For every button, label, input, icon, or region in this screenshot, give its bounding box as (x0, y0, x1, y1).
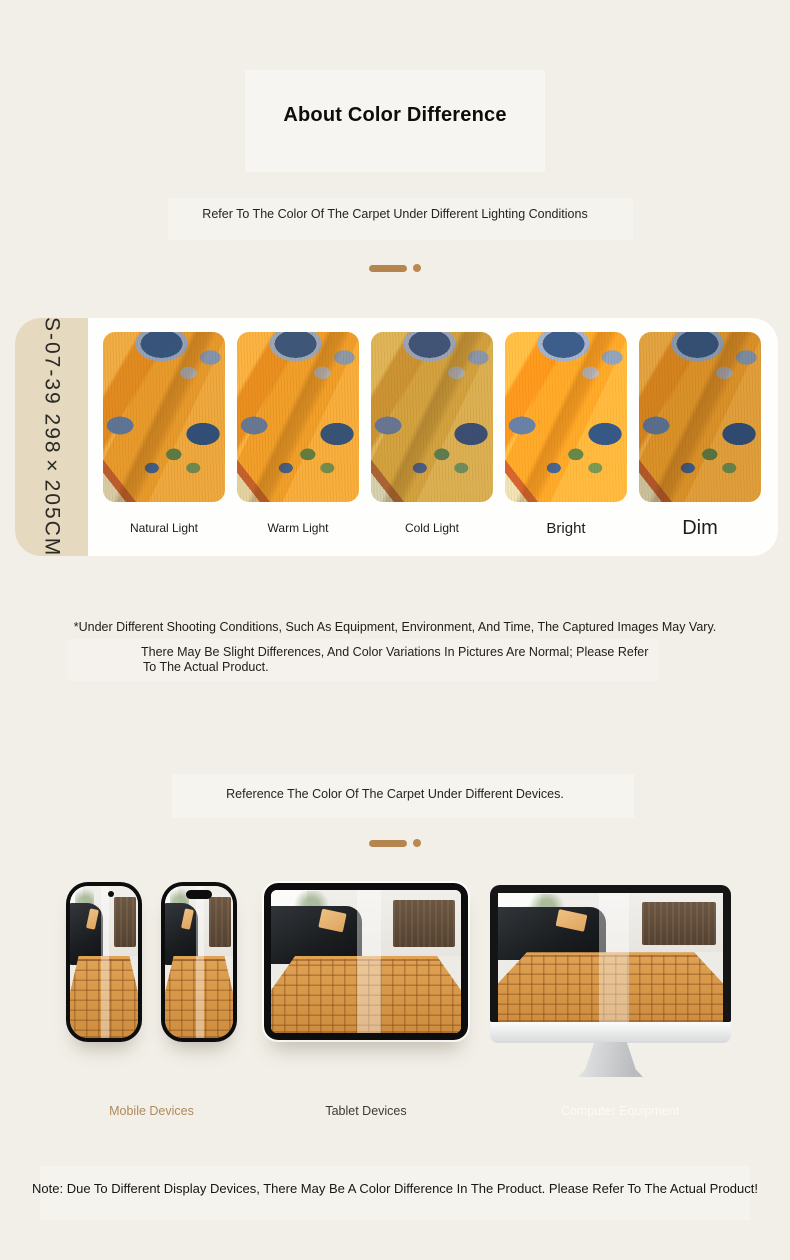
carpet-photo-natural-light (103, 332, 225, 502)
section-divider (0, 839, 790, 847)
lighting-tile-cold (371, 332, 493, 540)
cabinet-illustration (642, 902, 716, 945)
carpet-photo-warm-light (237, 332, 359, 502)
lighting-label: Cold Light (404, 521, 460, 535)
monitor-chin (490, 1022, 731, 1043)
monitor-frame (490, 885, 731, 1022)
sofa-illustration (498, 907, 606, 960)
mobile-device-preview-2 (161, 882, 237, 1042)
sku-strip (15, 318, 88, 556)
divider-dot (413, 264, 421, 272)
device-label-computer: Computer Equipment (560, 1104, 680, 1118)
device-label-mobile: Mobile Devices (109, 1104, 194, 1118)
lighting-label: Bright (546, 519, 586, 537)
divider-dot (413, 839, 421, 847)
room-scene (70, 886, 138, 1038)
lighting-subtitle: Refer To The Color Of The Carpet Under Different Lighting Conditions (202, 207, 588, 221)
tablet-device-preview (264, 883, 468, 1040)
lighting-tile-warm (237, 332, 359, 540)
lighting-tile-natural (103, 332, 225, 540)
monitor-shadow (502, 1075, 719, 1093)
carpet-photo-bright (505, 332, 627, 502)
divider-bar (369, 265, 407, 272)
lighting-tile-dim (639, 332, 761, 540)
carpet-photo-cold-light (371, 332, 493, 502)
room-scene (498, 893, 723, 1022)
device-label-tablet: Tablet Devices (325, 1104, 407, 1118)
brightness-compare-band (196, 886, 205, 1038)
monitor-stand (566, 1042, 656, 1077)
cabinet-illustration (114, 897, 136, 947)
brightness-compare-band (101, 886, 110, 1038)
phone-camera-icon (108, 891, 114, 897)
lighting-label: Natural Light (129, 521, 199, 535)
devices-heading: Reference The Color Of The Carpet Under Different Devices. (226, 787, 564, 801)
room-scene (165, 886, 233, 1038)
brightness-compare-band (599, 893, 628, 1022)
sku-label: S-07-39 298×205CM (40, 316, 64, 558)
lighting-label: Warm Light (267, 521, 329, 535)
shooting-disclaimer-line2 (141, 645, 701, 674)
display-difference-note: Note: Due To Different Display Devices, There May Be A Color Difference In The Product. Please Refer To The Actual Product! (32, 1181, 758, 1196)
sofa-illustration (271, 906, 362, 965)
page-title: About Color Difference (283, 104, 507, 126)
lighting-tile-bright (505, 332, 627, 540)
mobile-device-preview-1 (66, 882, 142, 1042)
phone-notch (186, 890, 212, 899)
cabinet-illustration (393, 900, 456, 947)
disclaimer-text: To The Actual Product. (143, 659, 269, 674)
section-divider (0, 264, 790, 272)
room-scene (271, 890, 461, 1033)
lighting-label: Dim (682, 516, 718, 539)
cabinet-illustration (209, 897, 231, 947)
shooting-disclaimer-line1: *Under Different Shooting Conditions, Such As Equipment, Environment, And Time, The Captured Images May Vary. (73, 620, 717, 634)
divider-bar (369, 840, 407, 847)
brightness-compare-band (357, 890, 382, 1033)
disclaimer-text: There May Be Slight Differences, And Color Variations In Pictures Are Normal; Please Refer (141, 645, 649, 659)
lighting-comparison-card (15, 318, 778, 556)
carpet-photo-dim (639, 332, 761, 502)
computer-device-preview (490, 885, 731, 1077)
